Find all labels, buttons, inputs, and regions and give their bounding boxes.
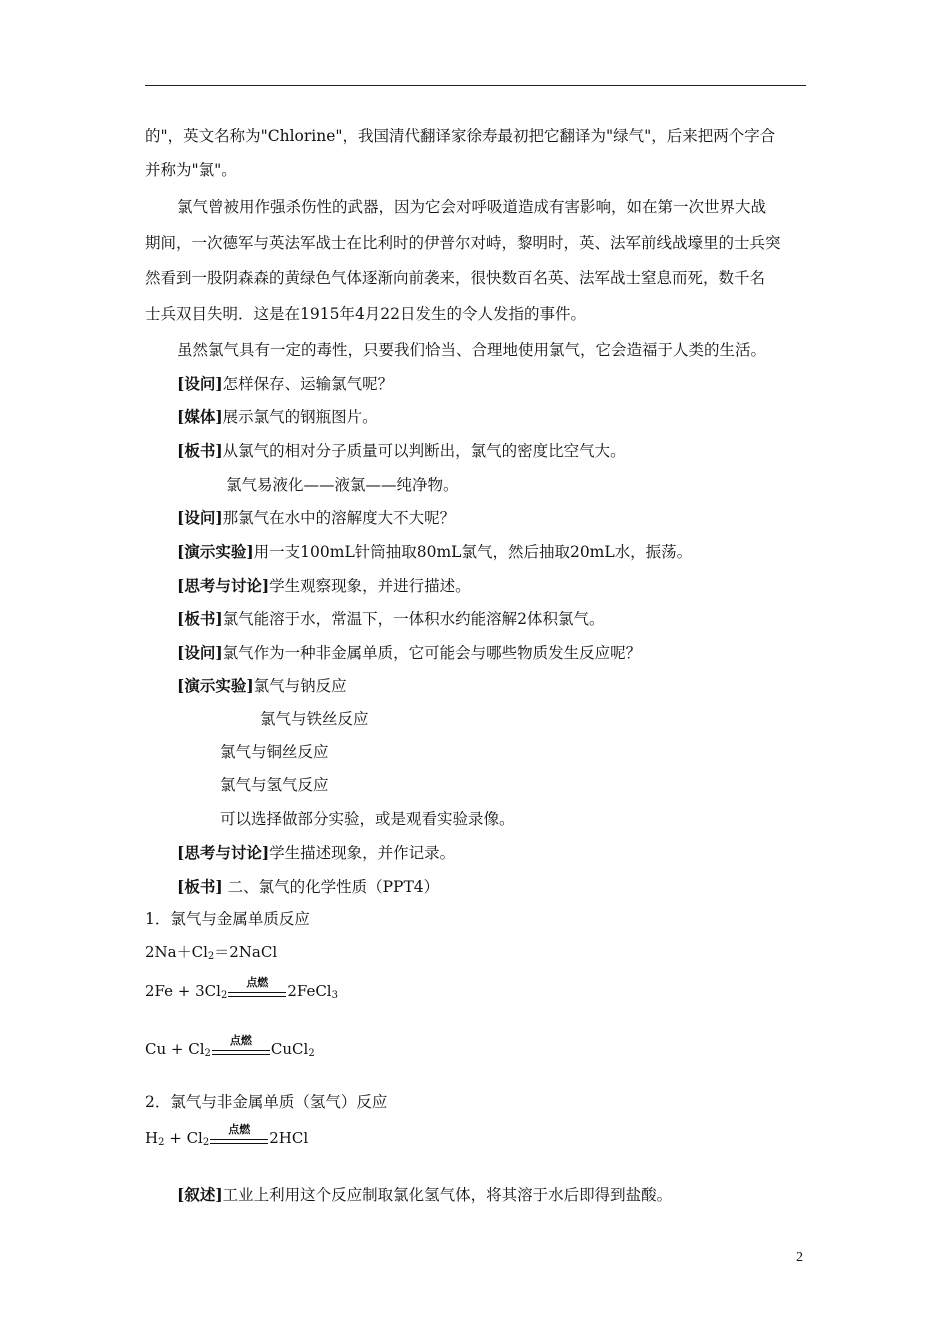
item-text: 怎样保存、运输氯气呢？ [222, 375, 394, 393]
item-tag: [设问] [177, 508, 223, 527]
item-text: 从氯气的相对分子质量可以判断出，氯气的密度比空气大。 [222, 442, 626, 460]
reaction-arrow [228, 976, 286, 1006]
header-rule [145, 85, 806, 86]
item-tag: [板书] [177, 609, 223, 628]
item-line [177, 877, 439, 897]
item-text: 工业上利用这个反应制取氯化氢气体，将其溶于水后即得到盐酸。 [222, 1186, 673, 1204]
equation-fe: $2Fe + 3Cl_2$ 点燃 2FeCl$_3$ [145, 981, 338, 1006]
item-text: 学生描述现象，并作记录。 [269, 844, 456, 862]
section-heading: 2．氯气与非金属单质（氢气）反应 [145, 1093, 388, 1111]
reaction-condition: 点燃 [228, 1123, 251, 1136]
item-text: 展示氯气的钢瓶图片。 [222, 408, 378, 426]
item-tag: [媒体] [177, 407, 223, 426]
paragraph-line: 士兵双目失明．这是在1915年4月22日发生的令人发指的事件。 [145, 305, 587, 323]
item-text: 氯气与铜丝反应 [220, 743, 329, 761]
item-line [260, 709, 369, 729]
page-number: 2 [796, 1250, 803, 1265]
item-line [177, 508, 455, 528]
item-tag: [设问] [177, 374, 223, 393]
item-tag: [演示实验] [177, 676, 254, 695]
item-text: 氯气与氢气反应 [220, 776, 329, 794]
reaction-arrow [210, 1123, 268, 1153]
reaction-arrow [212, 1034, 270, 1064]
item-tag: [叙述] [177, 1185, 223, 1204]
item-text: 学生观察现象，并进行描述。 [269, 577, 471, 595]
item-line [177, 576, 471, 596]
item-line [177, 407, 378, 427]
item-tag: [思考与讨论] [177, 843, 270, 862]
item-text: 氯气与铁丝反应 [260, 710, 369, 728]
item-text: 氯气易液化——液氯——纯净物。 [226, 476, 459, 494]
paragraph-line: 虽然氯气具有一定的毒性，只要我们恰当、合理地使用氯气，它会造福于人类的生活。 [177, 341, 767, 359]
item-text: 氯气能溶于水，常温下，一体积水约能溶解2体积氯气。 [222, 610, 605, 628]
item-text: 氯气与钠反应 [253, 677, 347, 695]
item-line [177, 441, 626, 461]
item-text: 可以选择做部分实验，或是观看实验录像。 [220, 810, 515, 828]
paragraph-line: 然看到一股阴森森的黄绿色气体逐渐向前袭来，很快数百名英、法军战士窒息而死，数千名 [145, 269, 766, 287]
paragraph-line: 期间，一次德军与英法军战士在比利时的伊普尔对峙，黎明时，英、法军前线战壕里的士兵突 [145, 234, 781, 252]
item-line [177, 609, 605, 629]
equation-cu: $Cu + Cl_2$ 点燃 CuCl$_2$ [145, 1039, 315, 1064]
item-text: 二、氯气的化学性质（PPT4） [222, 878, 440, 896]
equation-na: $2Na+Cl_2=2NaCl$ [145, 943, 278, 962]
item-line [177, 676, 347, 696]
item-text: 氯气作为一种非金属单质，它可能会与哪些物质发生反应呢？ [222, 644, 642, 662]
item-line [177, 843, 455, 863]
reaction-condition: 点燃 [246, 976, 269, 989]
paragraph-line: 并称为"氯"。 [145, 161, 237, 179]
equation-h2: $H_2 + Cl_2$ 点燃 2HCl [145, 1128, 308, 1153]
item-line [177, 374, 393, 394]
item-tag: [设问] [177, 643, 223, 662]
item-tag: [板书] [177, 877, 223, 896]
item-tag: [演示实验] [177, 542, 254, 561]
item-text: 那氯气在水中的溶解度大不大呢？ [222, 509, 456, 527]
item-line [177, 643, 641, 663]
reaction-condition: 点燃 [229, 1034, 252, 1047]
paragraph-line: 的"，英文名称为"Chlorine"，我国清代翻译家徐寿最初把它翻译为"绿气"，后来把两个字合 [145, 127, 776, 145]
item-line [220, 809, 515, 829]
paragraph-line: 氯气曾被用作强杀伤性的武器，因为它会对呼吸道造成有害影响，如在第一次世界大战 [177, 198, 767, 216]
item-text: 用一支100mL针筒抽取80mL氯气，然后抽取20mL水，振荡。 [253, 543, 693, 561]
narration-line [177, 1185, 672, 1205]
item-line [177, 542, 692, 562]
item-line [226, 475, 459, 495]
item-tag: [思考与讨论] [177, 576, 270, 595]
item-line [220, 775, 329, 795]
item-line [220, 742, 329, 762]
item-tag: [板书] [177, 441, 223, 460]
section-heading: 1．氯气与金属单质反应 [145, 910, 310, 928]
